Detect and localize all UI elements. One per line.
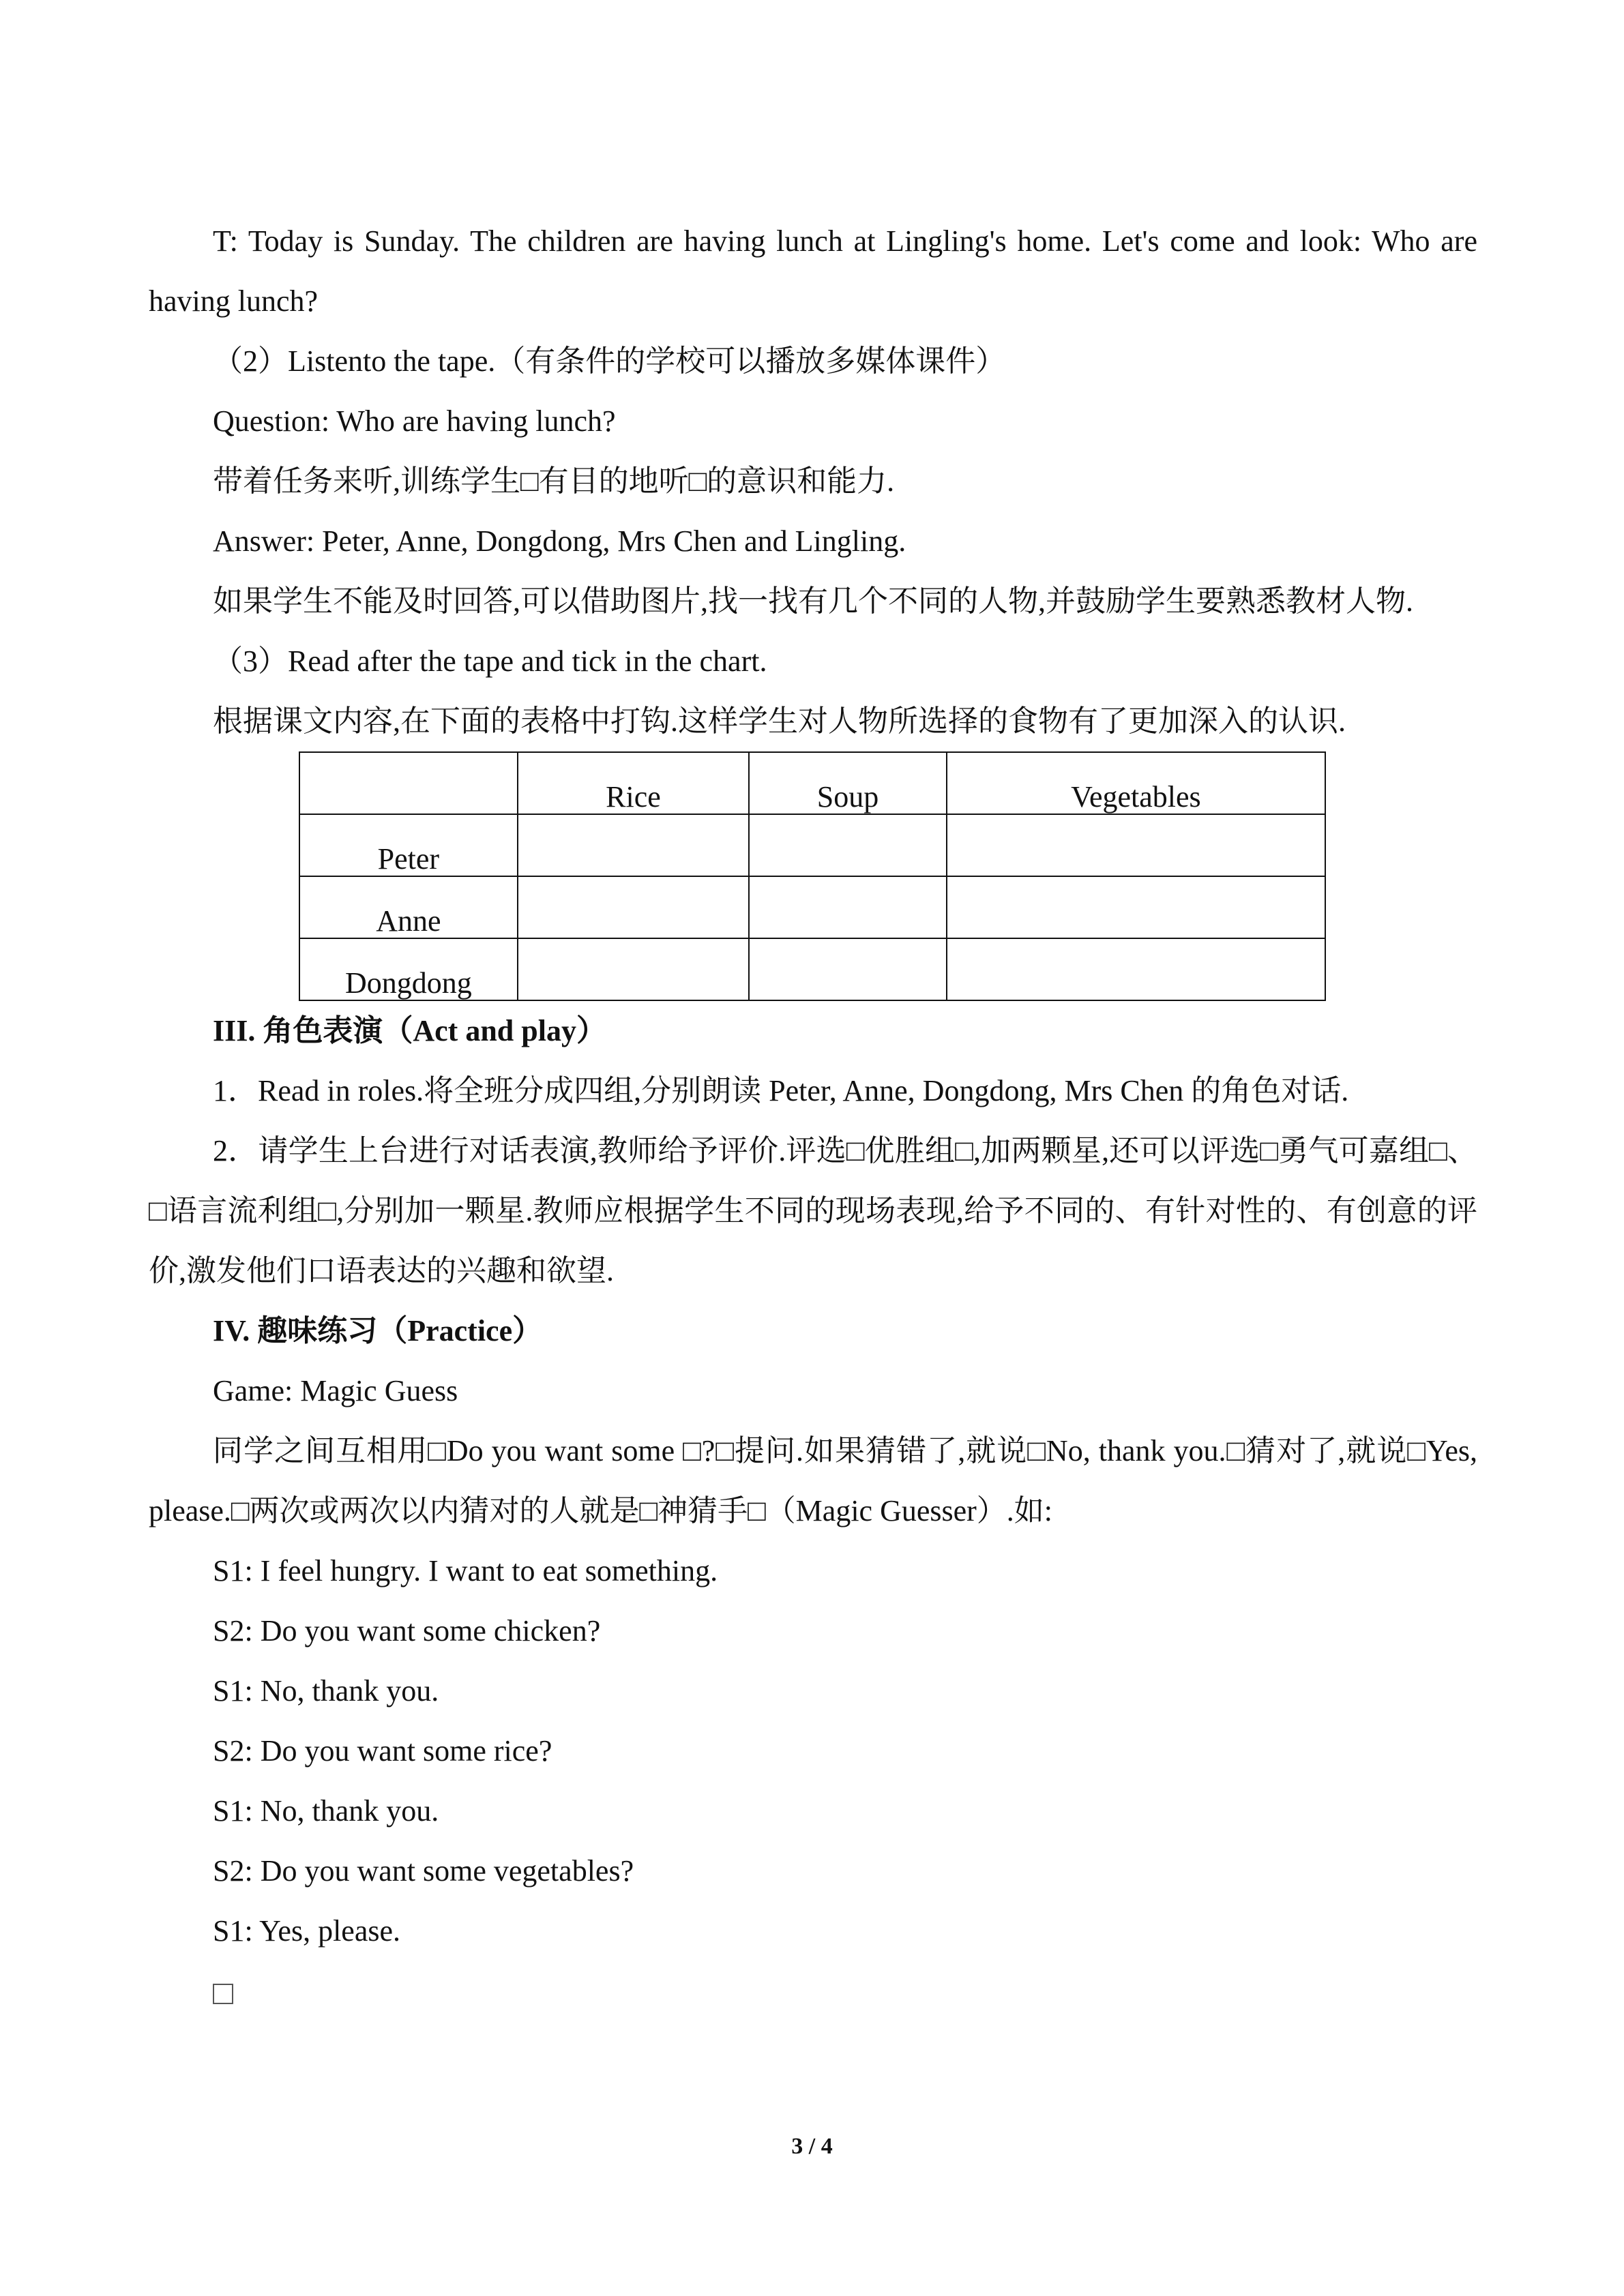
table-cell bbox=[947, 814, 1325, 876]
section-heading-act-and-play: III. 角色表演（Act and play） bbox=[213, 1014, 606, 1047]
table-cell bbox=[518, 938, 749, 1000]
table-cell bbox=[518, 814, 749, 876]
table-header-cell: Soup bbox=[749, 752, 947, 814]
dialogue-line: S2: Do you want some chicken? bbox=[213, 1614, 601, 1648]
dialogue-line: S1: I feel hungry. I want to eat something. bbox=[213, 1554, 718, 1587]
table-row bbox=[299, 814, 1325, 876]
paragraph-read-tick: （3）Read after the tape and tick in the chart. bbox=[213, 644, 767, 678]
food-choice-table bbox=[299, 751, 1326, 1001]
paragraph-question: Question: Who are having lunch? bbox=[213, 404, 616, 438]
table-header-cell: Rice bbox=[518, 752, 749, 814]
table-cell bbox=[947, 938, 1325, 1000]
page-number: 3 / 4 bbox=[791, 2134, 833, 2159]
dialogue-line: S2: Do you want some rice? bbox=[213, 1734, 552, 1768]
dialogue-line: S1: No, thank you. bbox=[213, 1674, 439, 1708]
table-cell bbox=[749, 876, 947, 938]
dialogue-line: S2: Do you want some vegetables? bbox=[213, 1854, 634, 1888]
table-header-cell bbox=[299, 752, 518, 814]
paragraph-performance: 2．请学生上台进行对话表演,教师给予评价.评选□优胜组□,加两颗星,还可以评选□勇气可嘉组□、□语言流利组□,分别加一颗星.教师应根据学生不同的现场表现,给予不同的、有针对性的、有创意的评价,激发他们口语表达的兴趣和欲望. bbox=[149, 1134, 1477, 1287]
table-row bbox=[299, 876, 1325, 938]
paragraph-listen-tape: （2）Listento the tape.（有条件的学校可以播放多媒体课件） bbox=[213, 344, 1006, 378]
paragraph-task-listening: 带着任务来听,训练学生□有目的地听□的意识和能力. bbox=[213, 464, 895, 498]
paragraph-game-rules: 同学之间互相用□Do you want some □?□提问.如果猜错了,就说□No, thank you.□猜对了,就说□Yes, please.□两次或两次以内猜对的人就是□神猜手□（Magic Guesser）.如: bbox=[149, 1434, 1477, 1527]
table-cell bbox=[947, 876, 1325, 938]
table-row-label: Dongdong bbox=[299, 938, 518, 1000]
paragraph-hint: 如果学生不能及时回答,可以借助图片,找一找有几个不同的人物,并鼓励学生要熟悉教材人物. bbox=[213, 584, 1413, 618]
paragraph-read-in-roles: 1．Read in roles.将全班分成四组,分别朗读 Peter, Anne, Dongdong, Mrs Chen 的角色对话. bbox=[213, 1074, 1349, 1107]
trailing-line bbox=[149, 1961, 1477, 2021]
paragraph-game-title: Game: Magic Guess bbox=[213, 1374, 458, 1407]
dialogue-line: S1: No, thank you. bbox=[213, 1794, 439, 1828]
table-header-row bbox=[299, 752, 1325, 814]
table-header-cell: Vegetables bbox=[947, 752, 1325, 814]
document-body bbox=[149, 211, 1477, 2021]
table-row bbox=[299, 938, 1325, 1000]
section-heading-practice: IV. 趣味练习（Practice） bbox=[213, 1314, 543, 1347]
table-cell bbox=[749, 938, 947, 1000]
table-cell bbox=[749, 814, 947, 876]
paragraph-intro: T: Today is Sunday. The children are having lunch at Lingling's home. Let's come and look: Who are having lunch? bbox=[149, 224, 1477, 318]
paragraph-tick-instructions: 根据课文内容,在下面的表格中打钩.这样学生对人物所选择的食物有了更加深入的认识. bbox=[213, 704, 1346, 738]
table-cell bbox=[518, 876, 749, 938]
placeholder-box-icon bbox=[213, 1984, 233, 2004]
dialogue-line: S1: Yes, please. bbox=[213, 1914, 401, 1948]
table-row-label: Peter bbox=[299, 814, 518, 876]
table-row-label: Anne bbox=[299, 876, 518, 938]
paragraph-answer: Answer: Peter, Anne, Dongdong, Mrs Chen and Lingling. bbox=[213, 524, 906, 558]
